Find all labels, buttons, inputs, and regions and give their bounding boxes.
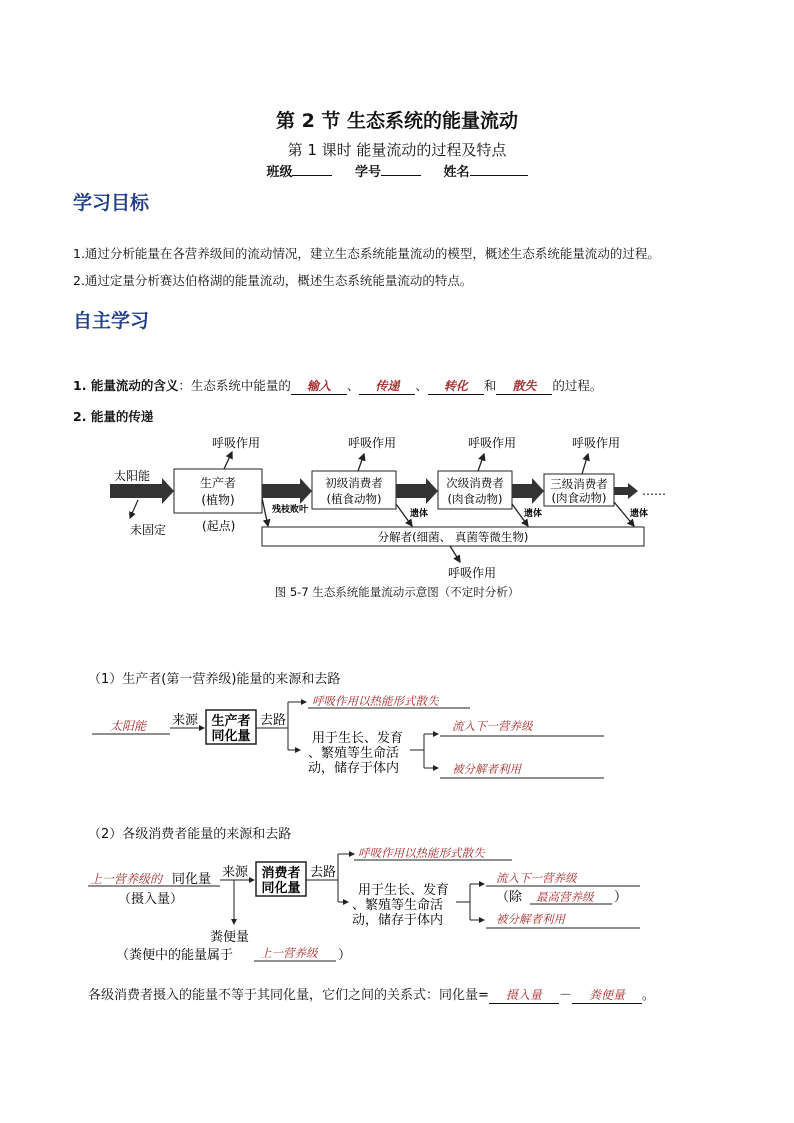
tertiary-consumer-name: 三级消费者 — [550, 477, 608, 491]
q1-label: 能量流动的含义 — [90, 378, 179, 393]
consumer-growth-line1: 用于生长、发育 — [358, 883, 450, 898]
remains-arrow — [262, 498, 268, 526]
figure-caption: 图 5-7 生态系统能量流动示意图（不定时分析） — [274, 585, 520, 599]
primary-consumer-note: (植食动物) — [326, 492, 382, 506]
tertiary-carcass-label: 遗体 — [630, 509, 649, 519]
primary-to-secondary-arrow — [396, 478, 438, 504]
q1-blank-convert: 转化 — [428, 377, 484, 395]
secondary-carcass-label: 遗体 — [524, 509, 543, 519]
tertiary-respiration-label: 呼吸作用 — [572, 436, 621, 450]
q1-sep: 、 — [346, 378, 360, 393]
question-1 — [73, 376, 602, 395]
objectives-heading: 学习目标 — [73, 192, 150, 214]
producer-decomp-fill: 被分解者利用 — [452, 762, 521, 776]
continuation-dots: …… — [642, 484, 666, 498]
primary-consumer-name: 初级消费者 — [325, 476, 383, 490]
start-label: (起点) — [202, 519, 236, 533]
consumer-growth-line2: 、繁殖等生命活 — [352, 898, 444, 913]
consumer-resp-fill: 呼吸作用以热能形式散失 — [358, 846, 485, 860]
consumer-next-fill: 流入下一营养级 — [496, 871, 577, 885]
consumer-feces-fill: 上一营养级 — [260, 946, 318, 960]
q1-and: 和 — [483, 378, 497, 393]
consumer-growth-line3: 动，储存于体内 — [352, 913, 444, 928]
primary-carcass-label: 遗体 — [410, 509, 429, 519]
q2-label: 能量的传递 — [90, 409, 154, 424]
producer-box-line1: 生产者 — [211, 714, 251, 729]
consumer-dest-label: 去路 — [310, 865, 337, 880]
secondary-consumer-name: 次级消费者 — [446, 476, 504, 490]
q1-suffix: 的过程。 — [552, 378, 603, 393]
producer-source-label: 来源 — [172, 713, 199, 728]
id-blank[interactable] — [381, 163, 421, 176]
unfixed-label: 未固定 — [130, 523, 167, 537]
producer-note: (植物) — [201, 493, 235, 507]
consumer-except-fill: 最高营养级 — [536, 890, 594, 904]
energy-flow-diagram — [100, 430, 700, 580]
name-blank[interactable] — [470, 163, 528, 176]
producer-name: 生产者 — [199, 476, 237, 490]
consumer-source-label: 来源 — [222, 865, 249, 880]
tertiary-out-arrow — [614, 483, 638, 499]
producer-heading: （1）生产者(第一营养级)能量的来源和去路 — [88, 672, 341, 687]
producer-growth-line2: 、繁殖等生命活 — [308, 746, 400, 761]
q1-blank-transfer: 传递 — [359, 377, 415, 395]
producer-energy-diagram — [88, 688, 618, 788]
consumer-except-prefix: （除 — [496, 890, 523, 905]
decomposer-label: 分解者(细菌、 真菌等微生物) — [377, 530, 529, 544]
unfixed-arrow — [130, 500, 138, 518]
tertiary-consumer-note: (肉食动物) — [551, 491, 607, 505]
relation-suffix: 。 — [641, 988, 655, 1003]
page-title: 第 2 节 生态系统的能量流动 — [275, 110, 519, 132]
primary-respiration-arrow — [358, 454, 364, 471]
q1-blank-dissipate: 散失 — [496, 377, 552, 395]
primary-respiration-label: 呼吸作用 — [348, 436, 397, 450]
relation-fill-intake: 摄入量 — [489, 986, 559, 1004]
q1-prefix: ：生态系统中能量的 — [178, 378, 291, 393]
secondary-respiration-label: 呼吸作用 — [468, 436, 517, 450]
q1-blank-input: 输入 — [291, 377, 347, 395]
producer-respiration-arrow — [224, 452, 232, 469]
producer-resp-fill: 呼吸作用以热能形式散失 — [312, 694, 439, 708]
consumer-intake-label: （摄入量） — [118, 892, 184, 907]
self-study-heading: 自主学习 — [73, 310, 150, 332]
secondary-respiration-arrow — [478, 454, 484, 471]
relation-prefix: 各级消费者摄入的能量不等于其同化量，它们之间的关系式：同化量= — [88, 988, 489, 1003]
question-2 — [73, 407, 153, 425]
id-label: 学号 — [354, 165, 381, 180]
q1-sep: 、 — [415, 378, 428, 393]
relation-minus: － — [558, 988, 572, 1003]
producer-to-primary-arrow — [262, 478, 312, 504]
tertiary-respiration-arrow — [582, 454, 588, 474]
consumer-box-line1: 消费者 — [261, 866, 301, 881]
relation-fill-feces: 粪便量 — [572, 986, 642, 1004]
lesson-subtitle: 第 1 课时 能量流动的过程及特点 — [287, 141, 507, 159]
consumer-source-suffix: 同化量 — [172, 872, 212, 887]
producer-growth-line1: 用于生长、发育 — [312, 731, 404, 746]
producer-box-line2: 同化量 — [211, 729, 251, 744]
consumer-decomp-fill: 被分解者利用 — [496, 912, 565, 926]
producer-growth-line3: 动，储存于体内 — [308, 761, 400, 776]
producer-respiration-label: 呼吸作用 — [212, 436, 261, 450]
producer-next-fill: 流入下一营养级 — [452, 719, 533, 733]
consumer-source-fill: 上一营养级的 — [90, 872, 163, 886]
decomposer-respiration-label: 呼吸作用 — [448, 566, 497, 580]
consumer-heading: （2）各级消费者能量的来源和去路 — [88, 827, 292, 842]
objective-item-2: 2.通过定量分析赛达伯格湖的能量流动，概述生态系统能量流动的特点。 — [73, 273, 473, 288]
secondary-to-tertiary-arrow — [512, 478, 544, 504]
secondary-consumer-note: (肉食动物) — [447, 492, 503, 506]
sun-label: 太阳能 — [114, 469, 151, 483]
producer-dest-label: 去路 — [260, 713, 287, 728]
q2-number: 2. — [73, 409, 87, 424]
student-info-line — [0, 161, 794, 180]
objective-item-1: 1.通过分析能量在各营养级间的流动情况，建立生态系统能量流动的模型，概述生态系统能量流动的过程。 — [73, 246, 660, 261]
q1-number: 1. — [73, 378, 87, 393]
consumer-energy-diagram — [86, 842, 646, 968]
class-blank[interactable] — [292, 163, 332, 176]
consumer-feces-label: 粪便量 — [210, 930, 250, 945]
consumer-feces-note-suffix: ） — [338, 948, 352, 963]
producer-source-fill: 太阳能 — [110, 719, 147, 733]
remains-label: 残枝败叶 — [272, 505, 309, 515]
name-label: 姓名 — [443, 165, 470, 180]
consumer-except-suffix: ） — [614, 890, 628, 905]
class-label: 班级 — [266, 165, 293, 180]
assimilation-relation — [88, 984, 655, 1004]
consumer-box-line2: 同化量 — [261, 881, 301, 896]
consumer-feces-note-prefix: （粪便中的能量属于 — [116, 948, 234, 963]
decomposer-respiration-arrow — [450, 546, 460, 562]
